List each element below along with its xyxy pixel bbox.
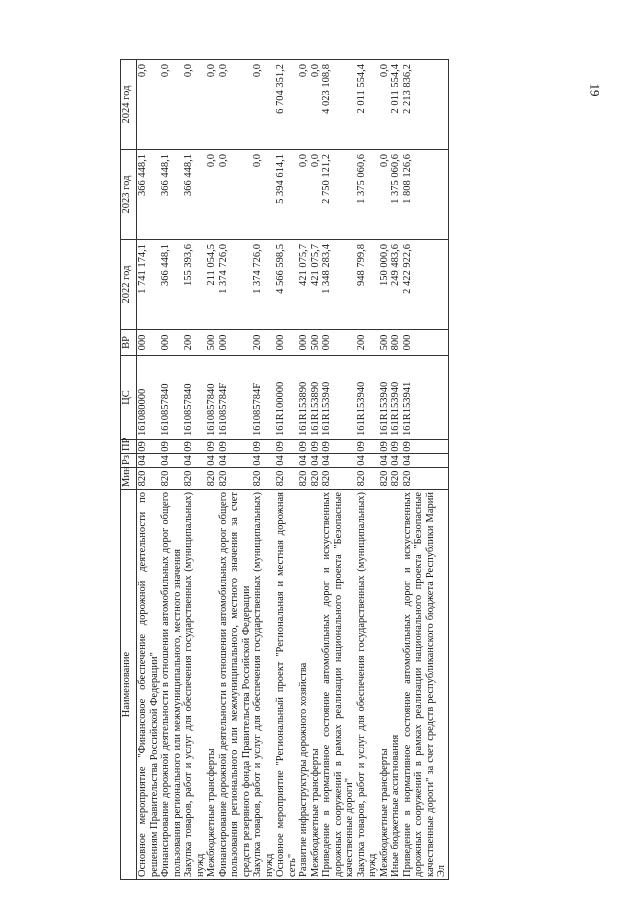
row-cs: 161085784F [218,356,253,440]
row-pr: 09 [298,441,309,452]
row-vr: 000 [321,330,356,356]
row-min: 820 [183,468,206,490]
row-cs: 1610857840 [183,356,206,440]
row-2023: 0,0 [218,150,253,240]
row-pr: 09 [309,441,321,452]
row-2022: 155 393,6 [183,240,206,330]
table-row [218,60,253,880]
table-row [160,60,183,880]
header-pr: ПР [121,440,137,454]
row-pr: 09 [321,440,356,454]
row-name: Закупка товаров, работ и услуг для обеспечения государственных (муниципальных) нужд [252,490,275,880]
row-2023: 0,0 [298,150,310,240]
table-row [275,60,298,880]
table-row [390,60,402,880]
row-name: Основное мероприятие "Финансовое обеспечение дорожной деятельности по решениям Правительства Российской Федерации" [137,490,161,880]
row-2023: 366 448,1 [137,150,161,240]
row-rz: 04 [321,454,356,468]
row-rz: 04 [390,455,401,466]
page-number: 19 [587,83,603,97]
row-2024: 0,0 [218,60,253,150]
row-2022: 2 422 922,6 [402,240,449,330]
table-body [137,60,449,880]
header-2024: 2024 год [121,60,137,150]
row-rz: 04 [183,454,206,468]
row-2023: 1 375 060,6 [356,150,379,240]
row-vr: 800 [390,330,402,356]
header-name: Наименование [121,490,137,880]
row-min: 820 [390,468,402,490]
row-vr: 500 [379,330,391,356]
row-2022: 421 075,7 [310,240,322,330]
row-2022: 4 566 598,5 [275,240,298,330]
row-2024: 0,0 [310,60,322,150]
row-2023: 1 375 060,6 [390,150,402,240]
row-name: Основное мероприятие "Региональный проект "Региональная и местная дорожная сеть" [275,490,298,880]
row-cs: 1610857840 [160,356,183,440]
row-name: Закупка товаров, работ и услуг для обеспечения государственных (муниципальных) нужд [356,490,379,880]
table-row [310,60,322,880]
row-2024: 0,0 [298,60,310,150]
row-2024: 0,0 [379,60,391,150]
row-pr: 09 [275,440,298,454]
row-pr: 09 [218,440,253,454]
row-2023: 1 808 126,6 [402,150,449,240]
row-pr: 09 [390,441,401,452]
row-rz: 04 [378,455,390,466]
row-rz: 04 [298,455,309,466]
row-cs: 161R153941 [402,356,449,440]
row-vr: 000 [137,330,161,356]
row-min: 820 [310,468,322,490]
row-rz: 04 [137,454,161,468]
row-cs: 161R153940 [390,356,402,440]
row-rz: 04 [402,454,449,468]
row-name: Финансирование дорожной деятельности в отношении автомобильных дорог общего пользования регионального или межмуниципального, местного значения за счет средств резервного фонда Правительства Российской Федерации [218,490,253,880]
budget-table [120,59,449,880]
row-2024: 6 704 351,2 [275,60,298,150]
table-row [137,60,161,880]
row-cs: 161R153940 [356,356,379,440]
row-rz: 04 [309,455,321,466]
row-rz: 04 [356,454,379,468]
row-vr: 000 [402,330,449,356]
row-cs: 161R153940 [379,356,391,440]
row-min: 820 [160,468,183,490]
row-min: 820 [275,468,298,490]
row-name: Межбюджетные трансферты [379,490,391,880]
header-rz: Рз [121,454,137,468]
row-2022: 948 799,8 [356,240,379,330]
row-vr: 000 [275,330,298,356]
row-rz: 04 [218,454,253,468]
header-min: Мин [121,468,137,490]
row-2024: 0,0 [160,60,183,150]
row-vr: 200 [183,330,206,356]
row-2024: 0,0 [252,60,275,150]
row-cs: 161080000 [137,356,161,440]
row-vr: 200 [252,330,275,356]
row-2022: 1 348 283,4 [321,240,356,330]
row-2022: 211 054,5 [206,240,218,330]
row-2022: 1 374 726,0 [252,240,275,330]
row-pr: 09 [402,440,449,454]
row-2022: 366 448,1 [160,240,183,330]
row-pr: 09 [356,440,379,454]
row-min: 820 [137,468,161,490]
row-2024: 0,0 [137,60,161,150]
row-2023: 0,0 [206,150,218,240]
row-name: Межбюджетные трансферты [310,490,322,880]
row-rz: 04 [252,454,275,468]
row-min: 820 [321,468,356,490]
table-row [252,60,275,880]
row-2022: 421 075,7 [298,240,310,330]
row-2024: 2 213 836,2 [402,60,449,150]
row-2023: 366 448,1 [183,150,206,240]
row-vr: 200 [356,330,379,356]
row-vr: 000 [160,330,183,356]
row-name: Приведение в нормативное состояние автомобильных дорог и искусственных дорожных сооружений в рамках реализации национального проекта "Безопасные качественные дороги" [321,490,356,880]
row-name: Развитие инфраструктуры дорожного хозяйства [298,490,310,880]
table-row [206,60,218,880]
row-name: Иные бюджетные ассигнования [390,490,402,880]
header-2022: 2022 год [121,240,137,330]
row-min: 820 [298,468,310,490]
row-2024: 0,0 [183,60,206,150]
row-name: Закупка товаров, работ и услуг для обеспечения государственных (муниципальных) нужд [183,490,206,880]
row-min: 820 [379,468,391,490]
header-vr: ВР [121,330,137,356]
row-cs: 1610857840 [206,356,218,440]
row-rz: 04 [206,455,217,466]
row-rz: 04 [275,454,298,468]
table-header [121,60,137,880]
table-row [321,60,356,880]
row-pr: 09 [206,441,217,452]
row-vr: 000 [298,330,310,356]
row-cs: 161R100000 [275,356,298,440]
row-2024: 0,0 [206,60,218,150]
row-min: 820 [252,468,275,490]
row-cs: 161085784F [252,356,275,440]
row-pr: 09 [183,440,206,454]
row-cs: 161R153890 [298,356,310,440]
row-vr: 000 [218,330,253,356]
row-min: 820 [206,468,218,490]
row-pr: 09 [137,440,161,454]
row-name: Финансирование дорожной деятельности в отношении автомобильных дорог общего пользования регионального или межмуниципального, местного значения [160,490,183,880]
row-vr: 500 [206,330,218,356]
table-row [356,60,379,880]
row-2022: 1 741 174,1 [137,240,161,330]
row-2023: 366 448,1 [160,150,183,240]
table-row [298,60,310,880]
table-row [183,60,206,880]
row-min: 820 [402,468,449,490]
row-2024: 2 011 554,4 [390,60,402,150]
row-2023: 2 750 121,2 [321,150,356,240]
row-2022: 150 000,0 [379,240,391,330]
row-2023: 0,0 [310,150,322,240]
row-pr: 09 [378,441,390,452]
row-2023: 0,0 [252,150,275,240]
budget-table-container [120,60,560,880]
row-min: 820 [356,468,379,490]
row-cs: 161R153940 [321,356,356,440]
row-2023: 5 394 614,1 [275,150,298,240]
row-rz: 04 [160,454,183,468]
row-2022: 1 374 726,0 [218,240,253,330]
header-cs: ЦС [121,356,137,440]
row-pr: 09 [252,440,275,454]
table-row [379,60,391,880]
row-2023: 0,0 [379,150,391,240]
row-2024: 2 011 554,4 [356,60,379,150]
row-2024: 4 023 108,8 [321,60,356,150]
row-cs: 161R153890 [310,356,322,440]
row-2022: 249 483,6 [390,240,402,330]
row-name: Приведение в нормативное состояние автомобильных дорог и искусственных дорожных сооружений в рамках реализации национального проекта "Безопасные качественные дороги" за счет средств республиканского бюджета Республики Марий Эл [402,490,449,880]
row-pr: 09 [160,440,183,454]
table-row [402,60,449,880]
row-min: 820 [218,468,253,490]
row-vr: 500 [310,330,322,356]
header-2023: 2023 год [121,150,137,240]
row-name: Межбюджетные трансферты [206,490,218,880]
